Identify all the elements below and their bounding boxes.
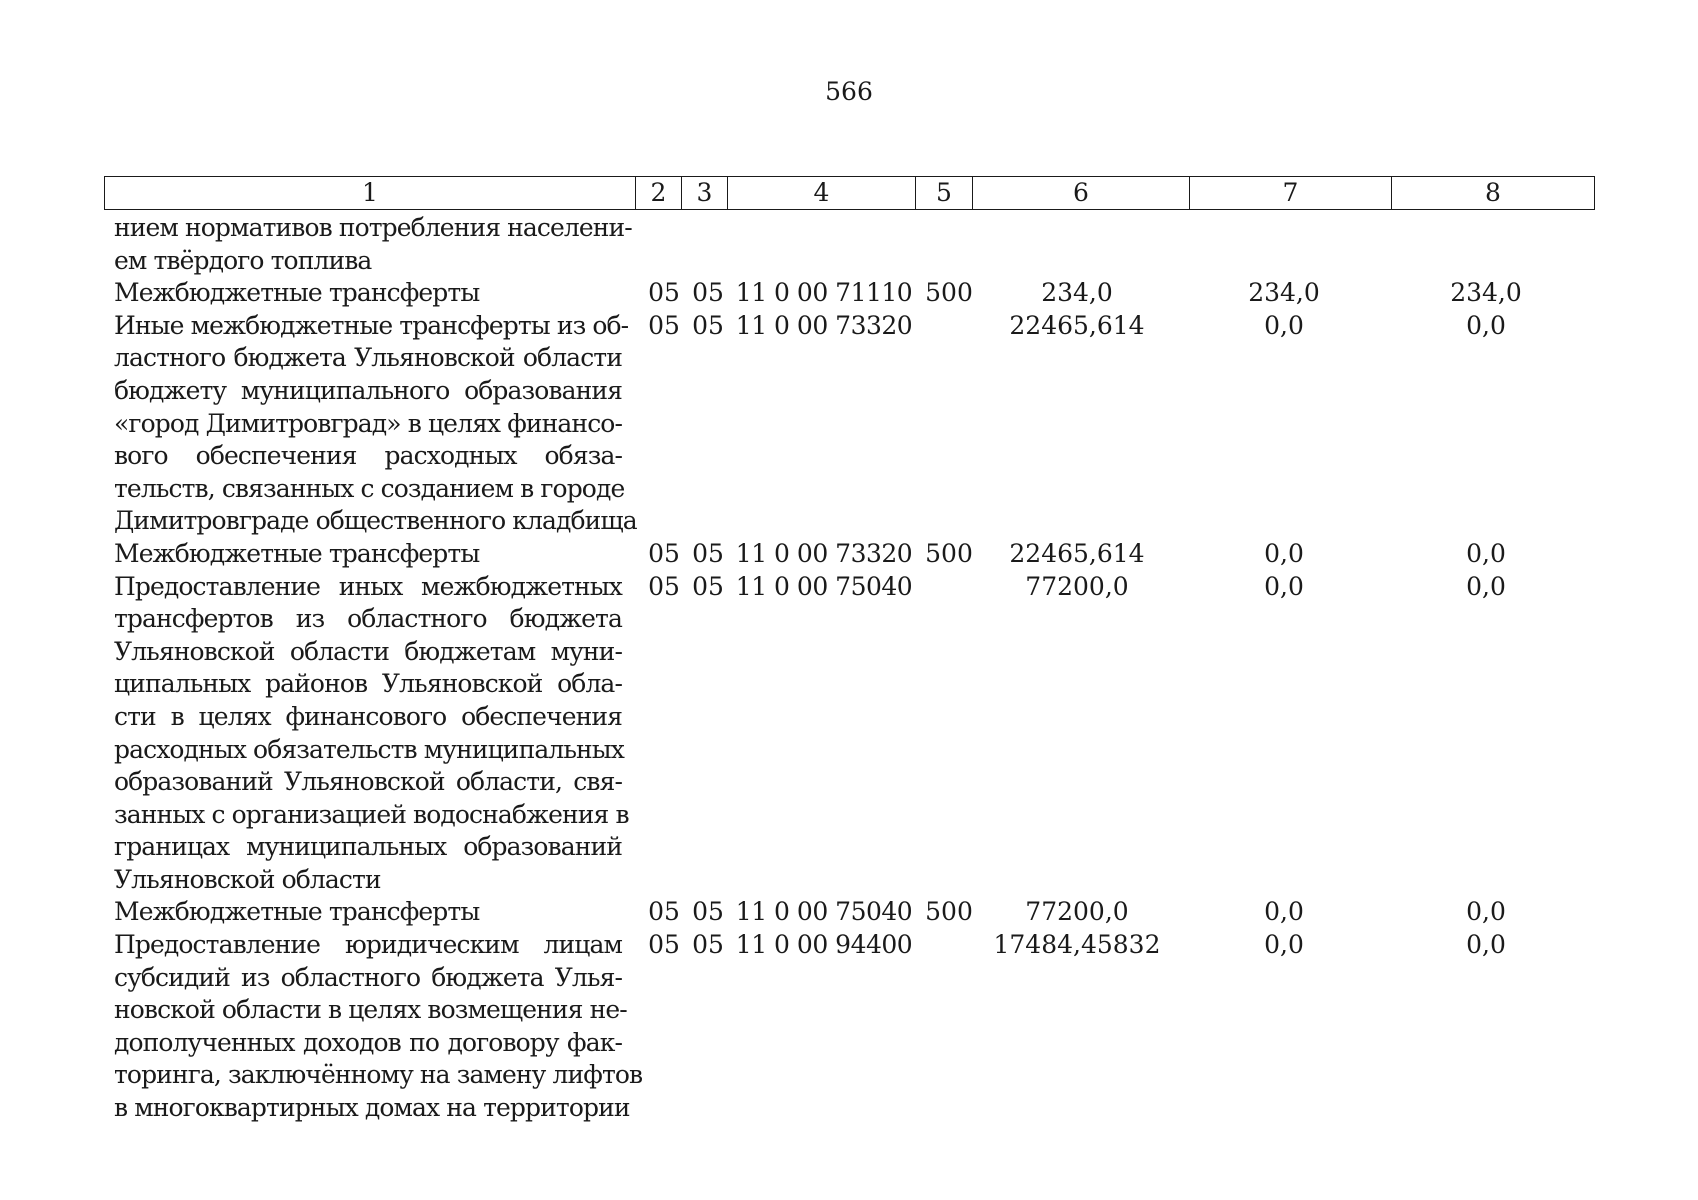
row-description [114,896,622,929]
row-description [114,929,643,1125]
table-row [104,310,1594,538]
cell-col-8: 0,0 [1466,897,1506,927]
cell-col-3: 05 [692,538,724,568]
row-description [114,212,632,277]
description-line: вого обеспечения расходных обяза- [114,441,622,471]
cell-col-6: 17484,45832 [993,930,1161,960]
table-row [104,277,1594,310]
cell-col-8: 234,0 [1450,278,1522,308]
cell-col-6: 22465,614 [1009,310,1145,340]
cell-col-7: 0,0 [1264,538,1304,568]
description-line: дополученных доходов по договору фак- [114,1027,622,1057]
cell-col-8: 0,0 [1466,930,1506,960]
description-line: Иные межбюджетные трансферты из об- [114,310,629,340]
cell-col-3: 05 [692,310,724,340]
row-description [114,571,629,897]
description-line: ципальных районов Ульяновской обла- [114,669,622,699]
table-row [104,929,1594,1125]
cell-col-8: 0,0 [1466,310,1506,340]
cell-col-5: 500 [925,897,973,927]
description-line: бюджету муниципального образования [114,375,622,405]
description-line: Межбюджетные трансферты [114,278,480,308]
cell-col-2: 05 [648,897,680,927]
header-col-1: 1 [105,177,636,210]
description-line: нием нормативов потребления населени- [114,213,632,242]
cell-col-6: 77200,0 [1025,897,1129,927]
description-line: Димитровграде общественного кладбища [114,506,637,536]
description-line: Предоставление юридическим лицам [114,930,622,960]
header-col-3: 3 [682,177,728,210]
description-line: образований Ульяновской области, свя- [114,767,622,797]
row-description [114,310,637,538]
cell-col-4: 11 0 00 71110 [735,278,913,308]
page-number: 566 [825,77,873,106]
header-col-5: 5 [916,177,973,210]
description-line: расходных обязательств муниципальных [114,734,624,764]
description-line: сти в целях финансового обеспечения [114,701,622,731]
description-line: субсидий из областного бюджета Улья- [114,962,622,992]
cell-col-3: 05 [692,930,724,960]
cell-col-8: 0,0 [1466,538,1506,568]
cell-col-6: 22465,614 [1009,538,1145,568]
description-line: Межбюджетные трансферты [114,897,480,927]
table-row [104,538,1594,571]
cell-col-7: 0,0 [1264,930,1304,960]
cell-col-7: 234,0 [1248,278,1320,308]
cell-col-4: 11 0 00 94400 [735,930,913,960]
description-line: ластного бюджета Ульяновской области [114,343,622,373]
cell-col-6: 234,0 [1041,278,1113,308]
row-description [114,538,622,571]
description-line: границах муниципальных образований [114,832,622,862]
description-line: Межбюджетные трансферты [114,538,480,568]
cell-col-7: 0,0 [1264,310,1304,340]
description-line: Предоставление иных межбюджетных [114,571,622,601]
cell-col-2: 05 [648,310,680,340]
cell-col-5: 500 [925,278,973,308]
header-col-6: 6 [973,177,1190,210]
cell-col-7: 0,0 [1264,571,1304,601]
cell-col-3: 05 [692,897,724,927]
description-line: ем твёрдого топлива [114,245,372,275]
description-line: трансфертов из областного бюджета [114,604,622,634]
header-col-4: 4 [728,177,916,210]
header-col-8: 8 [1392,177,1595,210]
description-line: «город Димитровград» в целях финансо- [114,408,622,438]
cell-col-2: 05 [648,930,680,960]
cell-col-2: 05 [648,571,680,601]
cell-col-8: 0,0 [1466,571,1506,601]
table-row [104,896,1594,929]
description-line: новской области в целях возмещения не- [114,995,627,1025]
cell-col-6: 77200,0 [1025,571,1129,601]
header-row [105,177,1595,210]
row-description [114,277,622,310]
description-line: Ульяновской области [114,864,381,894]
cell-col-4: 11 0 00 75040 [735,897,913,927]
table-body [104,212,1594,1125]
header-col-7: 7 [1190,177,1392,210]
cell-col-3: 05 [692,571,724,601]
description-line: в многоквартирных домах на территории [114,1093,630,1123]
table-row [104,212,1594,277]
description-line: торинга, заключённому на замену лифтов [114,1060,643,1090]
description-line: занных с организацией водоснабжения в [114,799,629,829]
cell-col-2: 05 [648,278,680,308]
cell-col-7: 0,0 [1264,897,1304,927]
table-row [104,571,1594,897]
description-line: тельств, связанных с созданием в городе [114,473,625,503]
description-line: Ульяновской области бюджетам муни- [114,636,622,666]
cell-col-4: 11 0 00 75040 [735,571,913,601]
header-col-2: 2 [636,177,682,210]
cell-col-4: 11 0 00 73320 [735,538,913,568]
column-header-table [104,176,1595,210]
cell-col-2: 05 [648,538,680,568]
cell-col-5: 500 [925,538,973,568]
cell-col-4: 11 0 00 73320 [735,310,913,340]
cell-col-3: 05 [692,278,724,308]
